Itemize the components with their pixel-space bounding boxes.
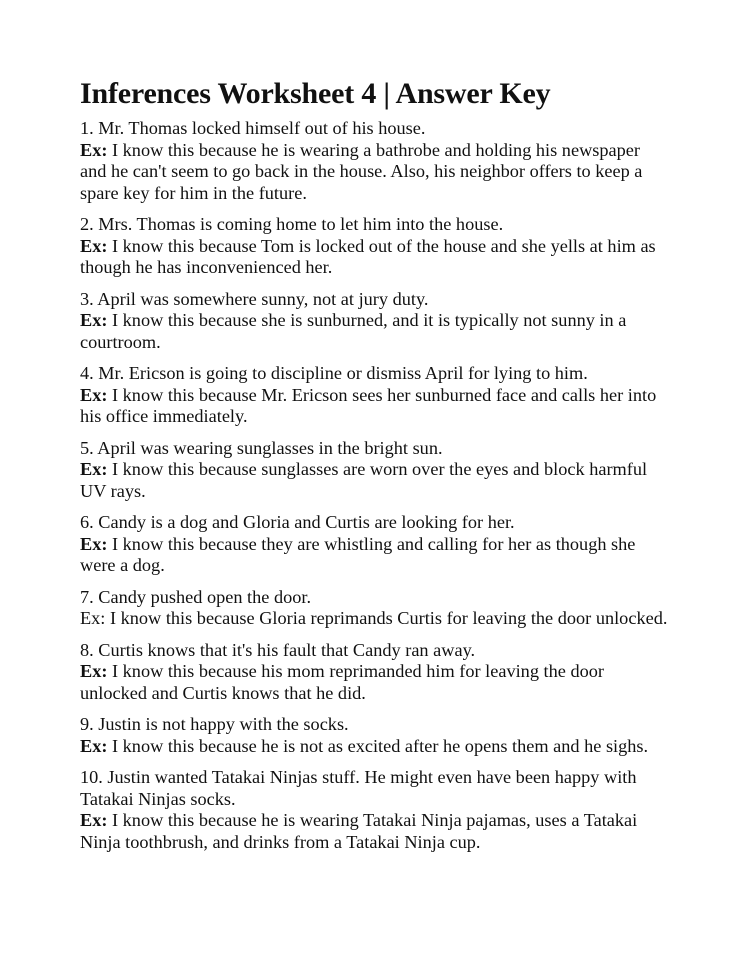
explanation-line	[80, 406, 720, 428]
explanation-line	[80, 236, 720, 258]
explanation-line	[80, 661, 720, 683]
explanation-text: unlocked and Curtis knows that he did.	[80, 682, 366, 703]
explanation-line	[80, 832, 720, 854]
explanation-line	[80, 385, 720, 407]
explanation-text: UV rays.	[80, 480, 146, 501]
explanation-line	[80, 140, 720, 162]
answer-item	[80, 512, 720, 577]
explanation-line	[80, 608, 720, 630]
explanation-line	[80, 555, 720, 577]
explanation-text: I know this because Tom is locked out of the house and she yells at him as	[112, 235, 656, 256]
explanation-text: I know this because they are whistling and calling for her as though she	[112, 533, 636, 554]
answer-text: Tatakai Ninjas socks.	[80, 788, 236, 809]
answer-item	[80, 118, 720, 204]
explanation-line	[80, 683, 720, 705]
explanation-text: his office immediately.	[80, 406, 248, 426]
explanation-text: though he has inconvenienced her.	[80, 257, 333, 277]
answer-item	[80, 714, 720, 757]
explanation-line	[80, 459, 720, 481]
explanation-line	[80, 810, 720, 832]
explanation-line	[80, 310, 720, 332]
answer-item	[80, 438, 720, 503]
explanation-label: Ex:	[80, 533, 108, 554]
explanation-line	[80, 183, 720, 205]
explanation-text: and he can't seem to go back in the house. Also, his neighbor offers to keep a	[80, 161, 643, 181]
answer-text: 1. Mr. Thomas locked himself out of his house.	[80, 118, 426, 138]
explanation-text: I know this because she is sunburned, and it is typically not sunny in a	[112, 310, 627, 330]
explanation-line	[80, 332, 720, 354]
answer-text: 6. Candy is a dog and Gloria and Curtis are looking for her.	[80, 512, 515, 532]
explanation-label: Ex:	[80, 661, 108, 681]
explanation-text: courtroom.	[80, 331, 161, 352]
explanation-line	[80, 161, 720, 183]
explanation-text: I know this because he is wearing Tatakai Ninja pajamas, uses a Tatakai	[112, 810, 638, 830]
answer-text: 10. Justin wanted Tatakai Ninjas stuff. He might even have been happy with	[80, 767, 637, 787]
answer-text: 8. Curtis knows that it's his fault that Candy ran away.	[80, 639, 476, 660]
answer-item	[80, 587, 720, 630]
explanation-label: Ex:	[80, 608, 106, 628]
explanation-line	[80, 481, 720, 503]
explanation-label: Ex:	[80, 735, 108, 756]
answer-text: 9. Justin is not happy with the socks.	[80, 714, 349, 734]
explanation-text: I know this because he is not as excited after he opens them and he sighs.	[112, 735, 649, 756]
answer-item	[80, 767, 720, 853]
explanation-text: spare key for him in the future.	[80, 182, 307, 203]
explanation-label: Ex:	[80, 810, 108, 830]
answer-item	[80, 640, 720, 705]
explanation-text: I know this because Gloria reprimands Curtis for leaving the door unlocked.	[109, 608, 668, 628]
explanation-label: Ex:	[80, 384, 108, 405]
answer-text: 2. Mrs. Thomas is coming home to let him into the house.	[80, 214, 504, 234]
explanation-text: I know this because his mom reprimanded him for leaving the door	[112, 661, 604, 681]
answer-text: 3. April was somewhere sunny, not at jury duty.	[80, 288, 429, 309]
answer-text: 4. Mr. Ericson is going to discipline or dismiss April for lying to him.	[80, 363, 588, 383]
explanation-label: Ex:	[80, 235, 108, 256]
answer-text: 7. Candy pushed open the door.	[80, 586, 312, 607]
explanation-text: I know this because sunglasses are worn over the eyes and block harmful	[112, 459, 648, 479]
explanation-label: Ex:	[80, 139, 108, 160]
explanation-label: Ex:	[80, 459, 108, 479]
explanation-line	[80, 534, 720, 556]
explanation-text: I know this because Mr. Ericson sees her sunburned face and calls her into	[112, 384, 657, 405]
explanation-line	[80, 257, 720, 279]
answer-item	[80, 289, 720, 354]
explanation-text: Ninja toothbrush, and drinks from a Tatakai Ninja cup.	[80, 831, 481, 852]
answer-text: 5. April was wearing sunglasses in the bright sun.	[80, 437, 443, 458]
explanation-label: Ex:	[80, 310, 108, 330]
page-title: Inferences Worksheet 4 | Answer Key	[80, 77, 551, 110]
explanation-text: were a dog.	[80, 555, 165, 575]
explanation-text: I know this because he is wearing a bathrobe and holding his newspaper	[112, 139, 640, 160]
answer-item	[80, 214, 720, 279]
answer-item	[80, 363, 720, 428]
answer-list	[80, 118, 720, 853]
explanation-line	[80, 736, 720, 758]
worksheet-page	[80, 76, 720, 863]
